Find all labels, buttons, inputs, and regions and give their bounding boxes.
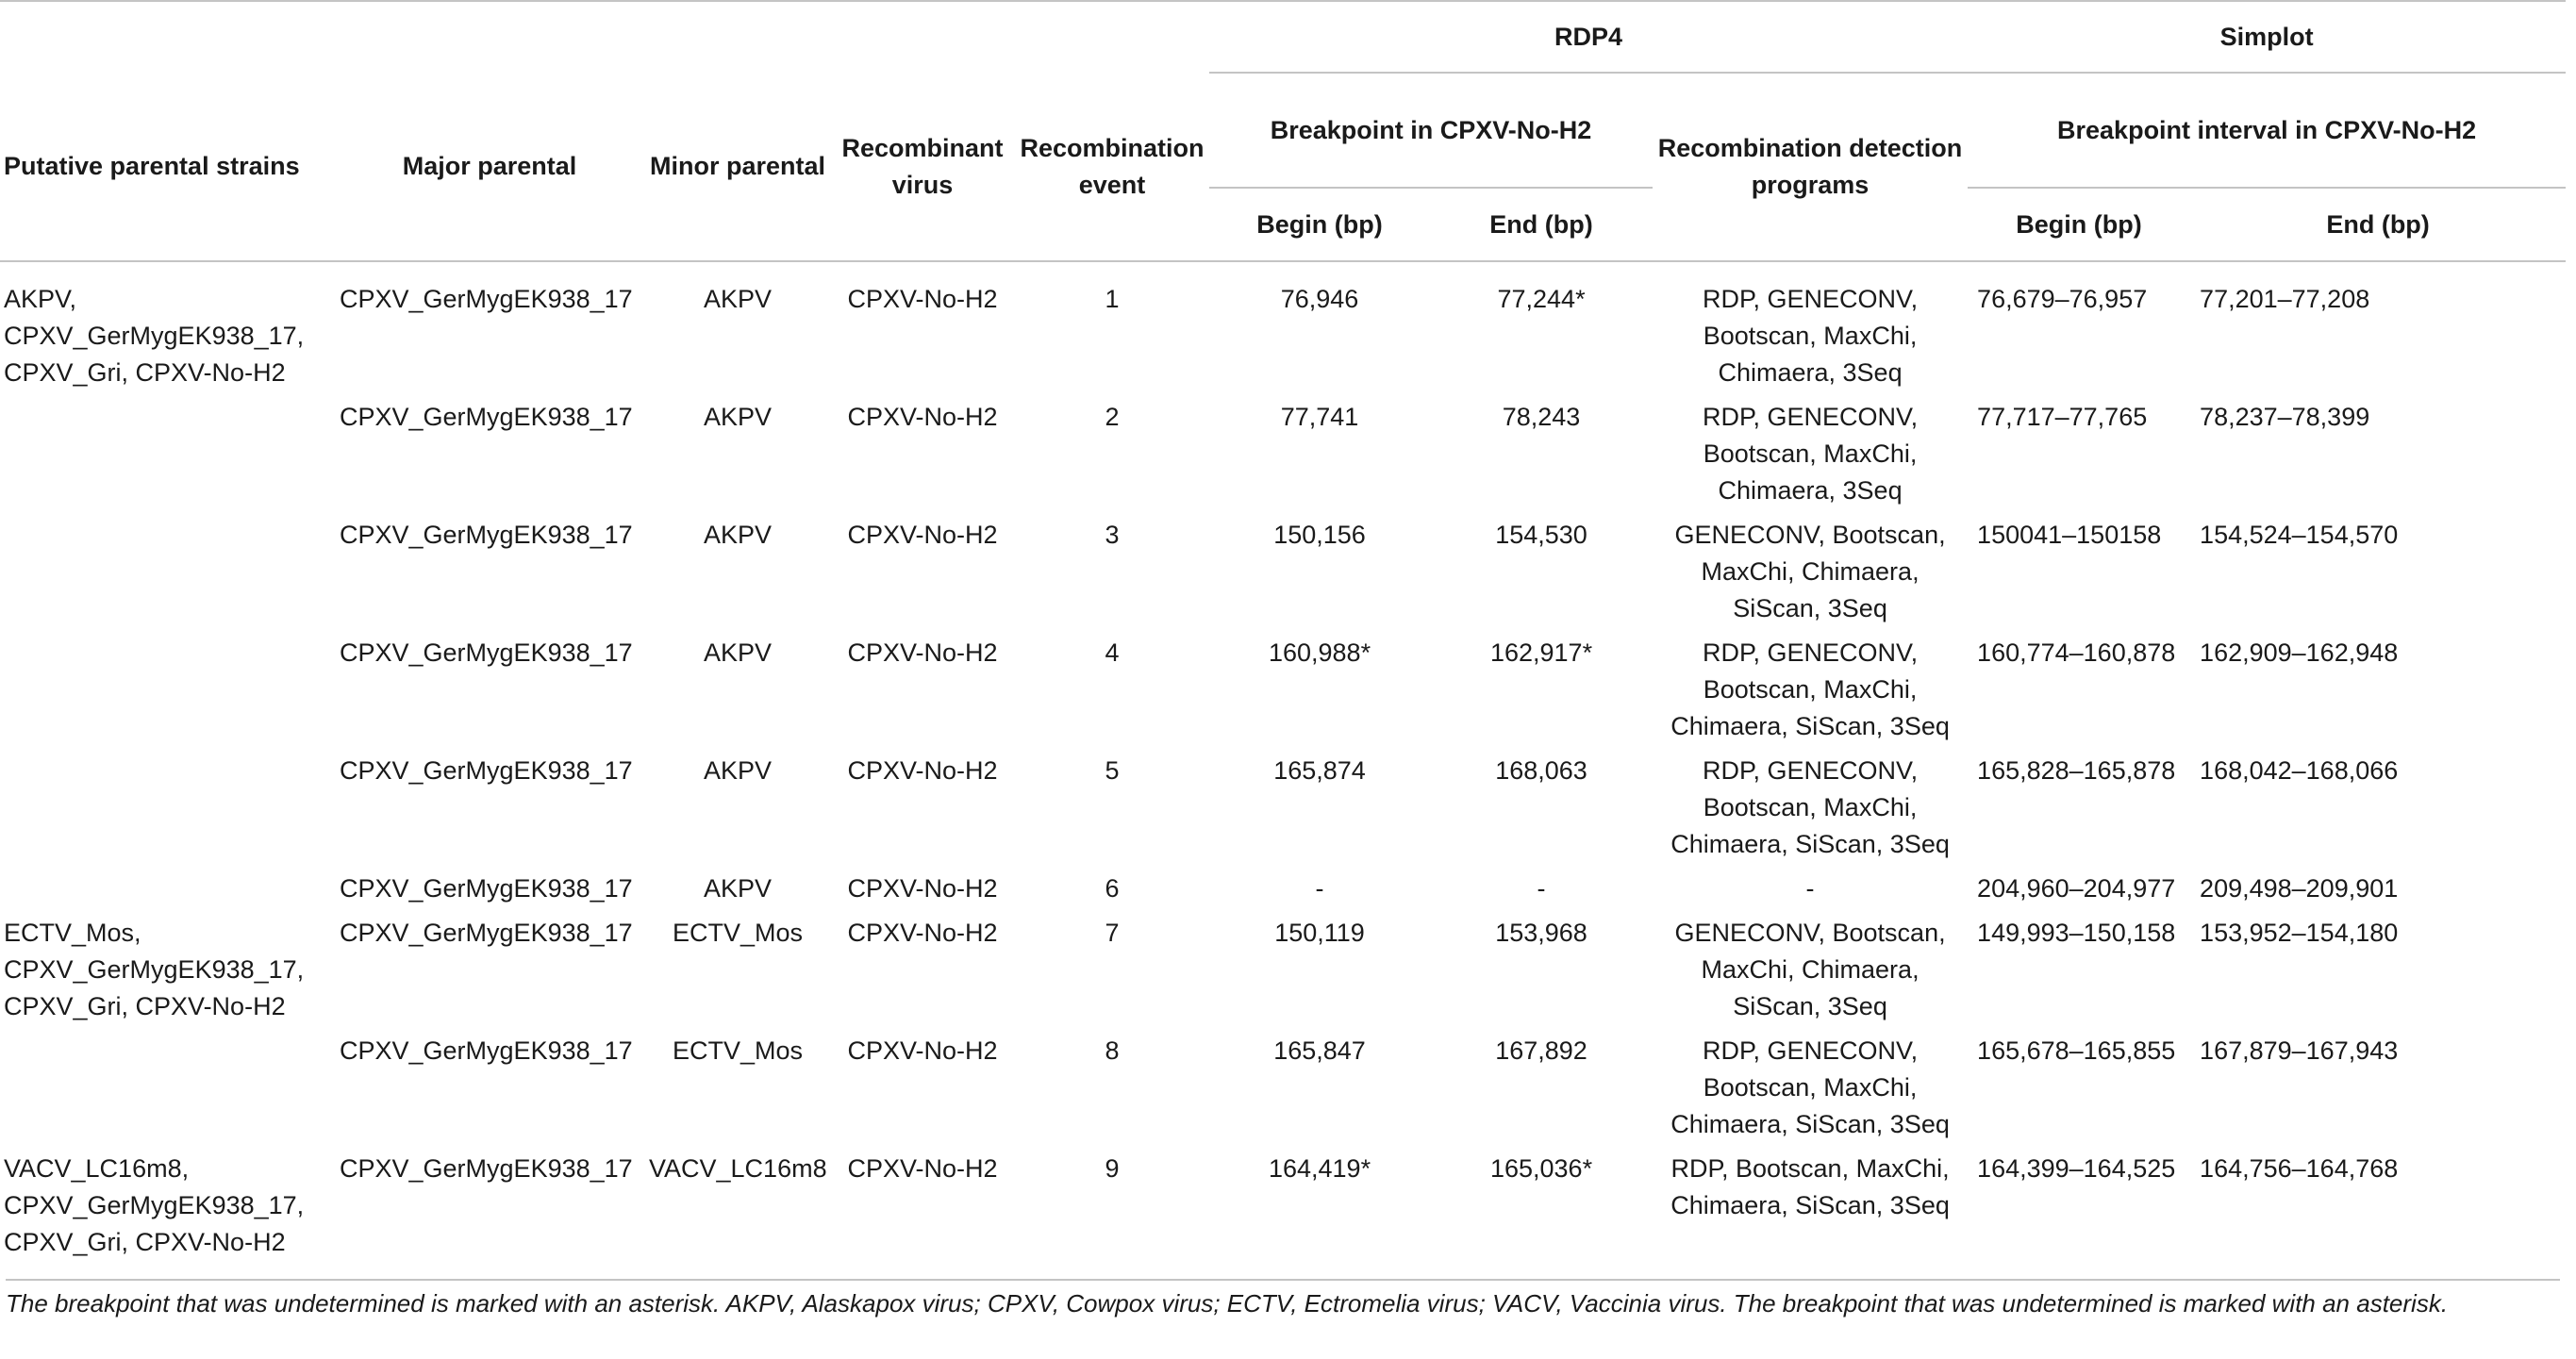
header-group-rdp4: RDP4 bbox=[1209, 1, 1968, 73]
cell-recombination-event: 9 bbox=[1105, 1154, 1120, 1183]
cell-recombinant-virus: CPXV-No-H2 bbox=[847, 1154, 998, 1183]
header-spacer bbox=[0, 1, 1209, 73]
cell-simplot-begin: 165,678–165,855 bbox=[1977, 1036, 2176, 1065]
cell-minor-parental: AKPV bbox=[703, 638, 773, 667]
table-header bbox=[0, 1, 2566, 261]
cell-minor-parental: AKPV bbox=[703, 756, 773, 785]
table-row bbox=[0, 261, 2566, 399]
cell-putative-parental bbox=[0, 870, 334, 915]
header-simplot-interval: Breakpoint interval in CPXV-No-H2 bbox=[1968, 73, 2566, 188]
cell-simplot-begin: 149,993–150,158 bbox=[1977, 919, 2176, 947]
cell-detection-programs: RDP, GENECONV, Bootscan, MaxChi, Chimaera, SiScan, 3Seq bbox=[1670, 1036, 1950, 1138]
cell-recombination-event: 3 bbox=[1105, 521, 1120, 549]
cell-rdp4-begin: 165,874 bbox=[1273, 756, 1366, 785]
cell-putative-parental: AKPV, CPXV_GerMygEK938_17, CPXV_Gri, CPXV-No-H2 bbox=[4, 285, 305, 387]
cell-rdp4-end: 168,063 bbox=[1495, 756, 1587, 785]
cell-recombination-event: 4 bbox=[1105, 638, 1120, 667]
cell-detection-programs: RDP, GENECONV, Bootscan, MaxChi, Chimaera, 3Seq bbox=[1703, 285, 1919, 387]
cell-simplot-end: 209,498–209,901 bbox=[2200, 874, 2399, 903]
cell-recombinant-virus: CPXV-No-H2 bbox=[847, 919, 998, 947]
cell-simplot-begin: 204,960–204,977 bbox=[1977, 874, 2176, 903]
table-row bbox=[0, 517, 2566, 635]
cell-major-parental: CPXV_GerMygEK938_17 bbox=[340, 638, 633, 667]
cell-putative-parental bbox=[0, 1033, 334, 1151]
cell-detection-programs: GENECONV, Bootscan, MaxChi, Chimaera, SiScan, 3Seq bbox=[1674, 919, 1946, 1020]
cell-recombinant-virus: CPXV-No-H2 bbox=[847, 285, 998, 313]
table-row bbox=[0, 1151, 2566, 1268]
cell-putative-parental bbox=[0, 399, 334, 517]
table-footnote: The breakpoint that was undetermined is marked with an asterisk. AKPV, Alaskapox virus; CPXV, Cowpox virus; ECTV, Ectromelia virus; VACV, Vaccinia virus. The breakpoint that was undetermined is marked with an asterisk. bbox=[6, 1279, 2560, 1321]
cell-rdp4-end: 77,244* bbox=[1497, 285, 1586, 313]
header-simplot-begin: Begin (bp) bbox=[2016, 209, 2142, 239]
cell-simplot-end: 168,042–168,066 bbox=[2200, 756, 2399, 785]
cell-rdp4-end: 153,968 bbox=[1495, 919, 1587, 947]
table-row bbox=[0, 753, 2566, 870]
cell-simplot-end: 153,952–154,180 bbox=[2200, 919, 2399, 947]
cell-simplot-end: 162,909–162,948 bbox=[2200, 638, 2399, 667]
cell-rdp4-end: 162,917* bbox=[1489, 638, 1593, 667]
cell-rdp4-begin: 165,847 bbox=[1273, 1036, 1366, 1065]
cell-minor-parental: VACV_LC16m8 bbox=[649, 1154, 827, 1183]
table-row bbox=[0, 635, 2566, 753]
cell-recombinant-virus: CPXV-No-H2 bbox=[847, 756, 998, 785]
cell-putative-parental bbox=[0, 517, 334, 635]
cell-detection-programs: - bbox=[1805, 874, 1815, 903]
cell-major-parental: CPXV_GerMygEK938_17 bbox=[340, 919, 633, 947]
cell-putative-parental: ECTV_Mos, CPXV_GerMygEK938_17, CPXV_Gri, CPXV-No-H2 bbox=[4, 919, 305, 1020]
cell-simplot-begin: 76,679–76,957 bbox=[1977, 285, 2148, 313]
header-rdp4-begin: Begin (bp) bbox=[1256, 209, 1383, 239]
cell-simplot-end: 154,524–154,570 bbox=[2200, 521, 2399, 549]
cell-rdp4-begin: 164,419* bbox=[1268, 1154, 1371, 1183]
header-rdp4-end: End (bp) bbox=[1489, 209, 1593, 239]
cell-recombination-event: 5 bbox=[1105, 756, 1120, 785]
cell-recombinant-virus: CPXV-No-H2 bbox=[847, 874, 998, 903]
cell-major-parental: CPXV_GerMygEK938_17 bbox=[340, 1154, 633, 1183]
cell-major-parental: CPXV_GerMygEK938_17 bbox=[340, 1036, 633, 1065]
cell-simplot-begin: 150041–150158 bbox=[1977, 521, 2162, 549]
cell-recombination-event: 2 bbox=[1105, 403, 1120, 431]
table-row bbox=[0, 1033, 2566, 1151]
cell-recombination-event: 8 bbox=[1105, 1036, 1120, 1065]
cell-rdp4-begin: 77,741 bbox=[1280, 403, 1359, 431]
cell-detection-programs: GENECONV, Bootscan, MaxChi, Chimaera, SiScan, 3Seq bbox=[1674, 521, 1946, 622]
table-row bbox=[0, 915, 2566, 1033]
cell-simplot-begin: 77,717–77,765 bbox=[1977, 403, 2148, 431]
cell-simplot-end: 77,201–77,208 bbox=[2200, 285, 2370, 313]
cell-rdp4-begin: 160,988* bbox=[1268, 638, 1371, 667]
cell-putative-parental bbox=[0, 635, 334, 753]
header-group-simplot: Simplot bbox=[1968, 1, 2566, 73]
cell-recombinant-virus: CPXV-No-H2 bbox=[847, 521, 998, 549]
cell-recombination-event: 1 bbox=[1105, 285, 1120, 313]
cell-major-parental: CPXV_GerMygEK938_17 bbox=[340, 403, 633, 431]
cell-detection-programs: RDP, GENECONV, Bootscan, MaxChi, Chimaera, 3Seq bbox=[1703, 403, 1919, 505]
cell-minor-parental: AKPV bbox=[703, 285, 773, 313]
cell-detection-programs: RDP, GENECONV, Bootscan, MaxChi, Chimaera, SiScan, 3Seq bbox=[1670, 756, 1950, 858]
cell-detection-programs: RDP, Bootscan, MaxChi, Chimaera, SiScan, 3Seq bbox=[1670, 1154, 1950, 1219]
cell-rdp4-end: 165,036* bbox=[1489, 1154, 1593, 1183]
cell-putative-parental bbox=[0, 753, 334, 870]
cell-minor-parental: AKPV bbox=[703, 403, 773, 431]
cell-minor-parental: ECTV_Mos bbox=[672, 1036, 804, 1065]
cell-rdp4-end: 78,243 bbox=[1502, 403, 1581, 431]
header-simplot-end: End (bp) bbox=[2326, 209, 2430, 239]
cell-minor-parental: ECTV_Mos bbox=[672, 919, 804, 947]
cell-putative-parental: VACV_LC16m8, CPXV_GerMygEK938_17, CPXV_Gri, CPXV-No-H2 bbox=[4, 1154, 305, 1256]
cell-rdp4-begin: 150,119 bbox=[1274, 919, 1365, 947]
cell-rdp4-begin: - bbox=[1315, 874, 1324, 903]
cell-recombination-event: 7 bbox=[1105, 919, 1120, 947]
header-recombination-event: Recombination event bbox=[1015, 73, 1209, 261]
cell-recombination-event: 6 bbox=[1105, 874, 1120, 903]
cell-rdp4-begin: 150,156 bbox=[1273, 521, 1366, 549]
cell-recombinant-virus: CPXV-No-H2 bbox=[847, 403, 998, 431]
header-recombinant-virus: Recombinant virus bbox=[830, 73, 1015, 261]
cell-simplot-end: 164,756–164,768 bbox=[2200, 1154, 2399, 1183]
cell-simplot-end: 167,879–167,943 bbox=[2200, 1036, 2399, 1065]
cell-rdp4-end: - bbox=[1537, 874, 1546, 903]
cell-rdp4-end: 154,530 bbox=[1495, 521, 1587, 549]
table-body bbox=[0, 261, 2566, 1268]
table-row bbox=[0, 870, 2566, 915]
cell-major-parental: CPXV_GerMygEK938_17 bbox=[340, 285, 633, 313]
cell-simplot-begin: 165,828–165,878 bbox=[1977, 756, 2176, 785]
table-row bbox=[0, 399, 2566, 517]
cell-major-parental: CPXV_GerMygEK938_17 bbox=[340, 874, 633, 903]
cell-simplot-begin: 160,774–160,878 bbox=[1977, 638, 2176, 667]
header-detection-programs: Recombination detection programs bbox=[1653, 73, 1968, 261]
cell-rdp4-begin: 76,946 bbox=[1280, 285, 1359, 313]
cell-detection-programs: RDP, GENECONV, Bootscan, MaxChi, Chimaera, SiScan, 3Seq bbox=[1670, 638, 1950, 740]
cell-rdp4-end: 167,892 bbox=[1495, 1036, 1587, 1065]
header-minor-parental: Minor parental bbox=[645, 73, 830, 261]
cell-major-parental: CPXV_GerMygEK938_17 bbox=[340, 521, 633, 549]
cell-simplot-end: 78,237–78,399 bbox=[2200, 403, 2370, 431]
cell-major-parental: CPXV_GerMygEK938_17 bbox=[340, 756, 633, 785]
header-rdp4-breakpoint: Breakpoint in CPXV-No-H2 bbox=[1209, 73, 1653, 188]
header-major-parental: Major parental bbox=[334, 73, 645, 261]
cell-recombinant-virus: CPXV-No-H2 bbox=[847, 638, 998, 667]
header-putative-parental: Putative parental strains bbox=[0, 73, 334, 261]
cell-minor-parental: AKPV bbox=[703, 521, 773, 549]
cell-simplot-begin: 164,399–164,525 bbox=[1977, 1154, 2176, 1183]
cell-minor-parental: AKPV bbox=[703, 874, 773, 903]
cell-recombinant-virus: CPXV-No-H2 bbox=[847, 1036, 998, 1065]
